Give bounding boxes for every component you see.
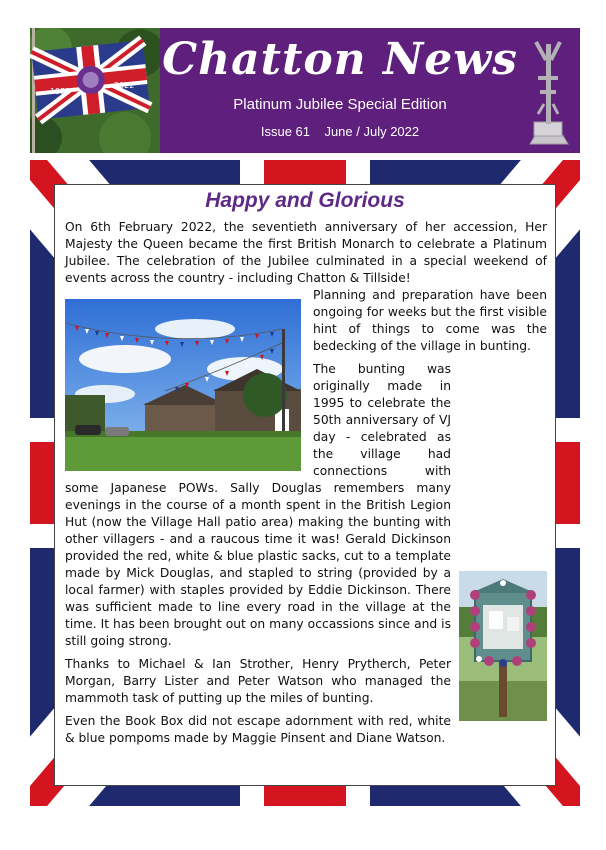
newsletter-title: Chatton News: [162, 34, 518, 85]
article-body: [65, 219, 547, 753]
book-box-photo: [459, 571, 547, 721]
paragraph-4: Thanks to Michael & Ian Strother, Henry Prytherch, Peter Morgan, Barry Lister and Peter Watson who managed the mammoth task of putting up the miles of bunting.: [65, 657, 451, 705]
jubilee-flag-image: [30, 28, 160, 153]
bunting-photo: [65, 299, 301, 471]
flag-year-right: 2022: [114, 81, 135, 90]
paragraph-1: On 6th February 2022, the seventieth anniversary of her accession, Her Majesty the Queen became the first British Monarch to celebrate a Platinum Jubilee. The celebration of the Jubilee culminated in a special weekend of events across the country - including Chatton & Tillside!: [65, 220, 547, 285]
paragraph-3: The bunting was originally made in 1995 to celebrate the 50th anniversary of VJ day - celebrated as the village had connections with some Japanese POWs. Sally Douglas remembers many evenings in the course of a month spent in the British Legion Hut (now the Village Hall patio area) making the bunting with other villagers - and a raucous time it was! Gerald Dickinson provided the red, white & blue plastic sacks, cut to a template made by Mick Douglas, and stapled to string (provided by a local farmer) with staples provided by Eddie Dickinson. There was sufficient made to line every road in the village at the time. It has been brought out on many occassions since and is still going strong.: [65, 362, 451, 648]
village-bunting-image: [65, 299, 301, 471]
header-flag-photo: [30, 28, 160, 153]
article-headline: Happy and Glorious: [205, 189, 405, 212]
paragraph-5: Even the Book Box did not escape adornment with red, white & blue pompoms made by Maggie Pinsent and Diane Watson.: [65, 714, 451, 745]
flag-year-left: 1952: [50, 87, 71, 96]
stone-cross-icon: [522, 34, 574, 146]
article-card: [54, 184, 556, 786]
issue-line: Issue 61 June / July 2022: [260, 124, 420, 139]
masthead: [160, 28, 580, 153]
edition-subtitle: Platinum Jubilee Special Edition: [233, 96, 447, 113]
paragraph-2: Planning and preparation have been ongoing for weeks but the first visible hint of things to come was the bedecking of the village in bunting.: [313, 288, 547, 353]
book-box-image: [459, 571, 547, 721]
